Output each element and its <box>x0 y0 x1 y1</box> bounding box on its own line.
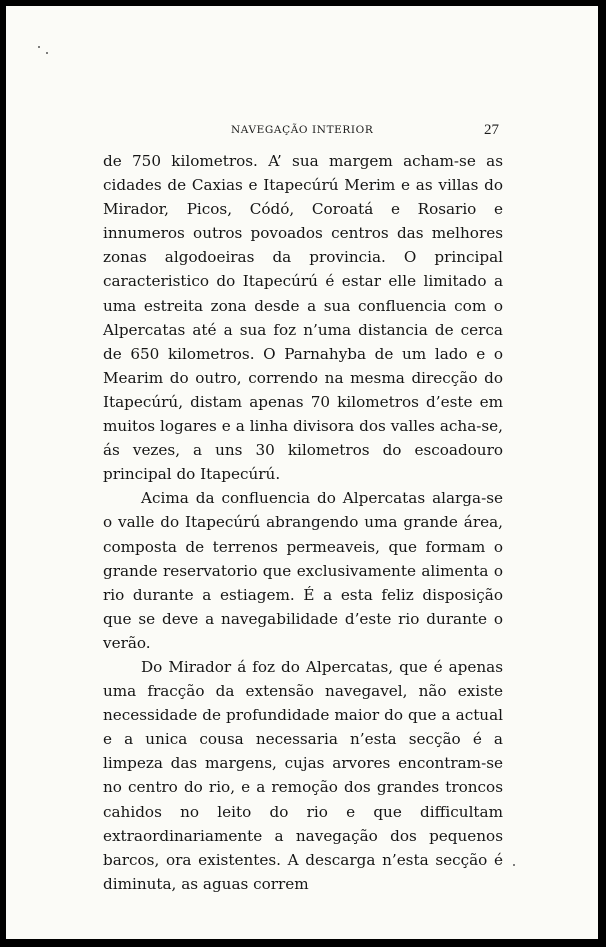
ink-speck <box>513 864 515 866</box>
page-number: 27 <box>484 122 499 138</box>
paragraph-continuation: de 750 kilometros. A’ sua margem acham-se as cidades de Caxias e Itapecúrú Merim e as villas do Mirador, Picos, Códó, Coroatá e Rosario e innumeros outros povoados centros das melhores zonas algodoeiras da provincia. O principal caracteristico do Itapecúrú é estar elle limitado a uma estreita zona desde a sua confluencia com o Alpercatas até a sua foz n’uma distancia de cerca de 650 kilometros. O Parnahyba de um lado e o Mearim do outro, correndo na mesma direcção do Itapecúrú, distam apenas 70 kilometros d’este em muitos logares e a linha divisora dos valles acha-se, ás vezes, a uns 30 kilometros do escoadouro principal do Itapecúrú. <box>103 152 503 484</box>
header-title: NAVEGAÇÃO INTERIOR <box>231 124 374 136</box>
paragraph: Do Mirador á foz do Alpercatas, que é apenas uma fracção da extensão navegavel, não existe necessidade de profundidade maior do que a actual e a unica cousa necessaria n’esta secção é a limpeza das margens, cujas arvores encontram-se no centro do rio, e a remoção dos grandes troncos cahidos no leito do rio e que difficultam extraordinariamente a navegação dos pequenos barcos, ora existentes. A descarga n’esta secção é diminuta, as aguas correm <box>103 657 503 893</box>
running-header <box>6 124 598 144</box>
body-text <box>103 149 503 896</box>
paragraph: Acima da confluencia do Alpercatas alarga-se o valle do Itapecúrú abrangendo uma grande área, composta de terrenos permeaveis, que formam o grande reservatorio que exclusivamente alimenta o rio durante a estiagem. É a esta feliz disposição que se deve a navegabilidade d’este rio durante o verão. <box>103 489 503 652</box>
ink-speck <box>46 52 48 54</box>
ink-speck <box>38 46 40 48</box>
book-page <box>6 6 598 939</box>
